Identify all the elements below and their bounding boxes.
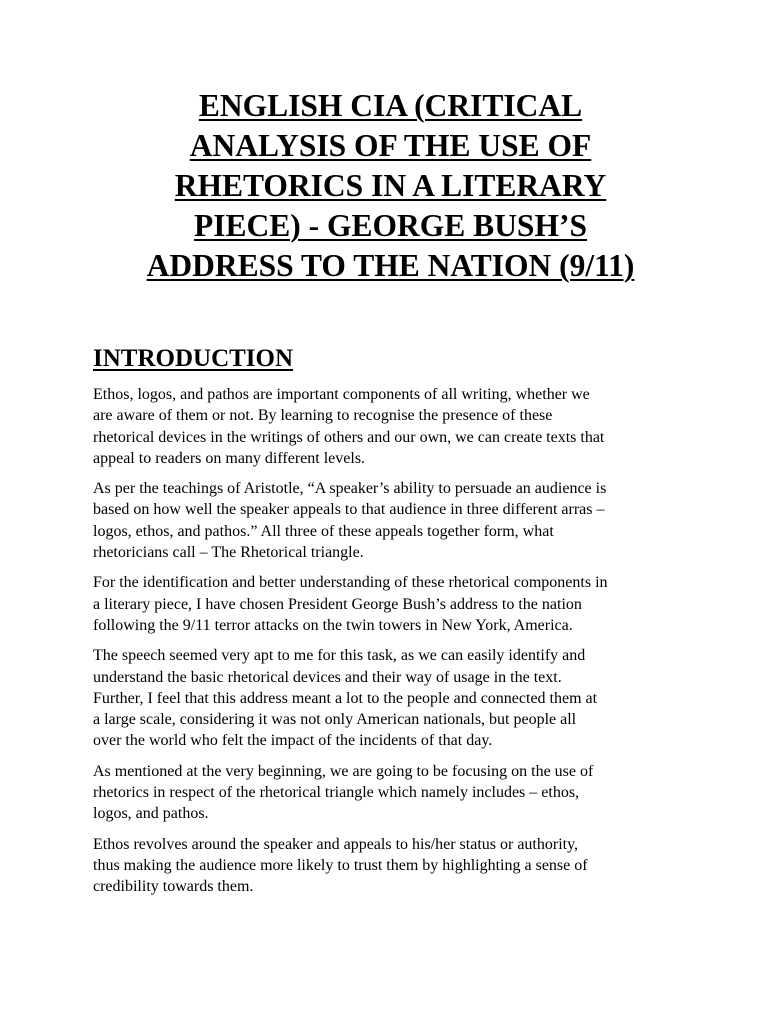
paragraph-line: a large scale, considering it was not only American nationals, but people all (93, 711, 577, 729)
paragraph-line: appeal to readers on many different levels. (93, 449, 366, 467)
paragraph-line: Ethos, logos, and pathos are important components of all writing, whether we (93, 386, 590, 403)
paragraph-line: a literary piece, I have chosen President George Bush’s address to the nation (93, 595, 582, 613)
title-line: ADDRESS TO THE NATION (9/11) (146, 248, 635, 283)
title-line: ANALYSIS OF THE USE OF (189, 128, 592, 163)
document-title (93, 86, 688, 286)
paragraph-line: Further, I feel that this address meant a lot to the people and connected them at (93, 689, 598, 707)
paragraph (93, 478, 693, 563)
paragraph-line: understand the basic rhetorical devices and their way of usage in the text. (93, 668, 562, 686)
paragraph-line: thus making the audience more likely to trust them by highlighting a sense of (93, 856, 588, 874)
paragraph-line: For the identification and better understanding of these rhetorical components in (93, 574, 608, 592)
title-line: ENGLISH CIA (CRITICAL (198, 88, 583, 123)
paragraph-line: credibility towards them. (93, 878, 254, 896)
paragraph-line: are aware of them or not. By learning to recognise the presence of these (93, 407, 553, 425)
paragraph (93, 761, 693, 825)
paragraph-line: rhetorics in respect of the rhetorical triangle which namely includes – ethos, (93, 784, 580, 802)
paragraph-line: following the 9/11 terror attacks on the twin towers in New York, America. (93, 616, 573, 634)
paragraph (93, 384, 693, 469)
paragraph-line: logos, ethos, and pathos.” All three of these appeals together form, what (93, 522, 554, 540)
paragraph-line: rhetoricians call – The Rhetorical triangle. (93, 544, 364, 562)
paragraph-line: Ethos revolves around the speaker and appeals to his/her status or authority, (93, 835, 579, 853)
paragraph (93, 834, 693, 898)
paragraph (93, 645, 693, 751)
title-line: RHETORICS IN A LITERARY (174, 168, 607, 203)
paragraph-line: As per the teachings of Aristotle, “A speaker’s ability to persuade an audience is (93, 480, 607, 498)
paragraph-line: over the world who felt the impact of the incidents of that day. (93, 732, 493, 750)
paragraph-line: As mentioned at the very beginning, we are going to be focusing on the use of (93, 762, 594, 780)
paragraph-line: logos, and pathos. (93, 805, 209, 823)
paragraph-line: rhetorical devices in the writings of others and our own, we can create texts that (93, 428, 605, 446)
paragraph (93, 572, 693, 636)
paragraph-line: The speech seemed very apt to me for this task, as we can easily identify and (93, 647, 586, 665)
title-line: PIECE) - GEORGE BUSH’S (194, 208, 587, 243)
paragraph-line: based on how well the speaker appeals to that audience in three different arras – (93, 501, 605, 519)
section-heading-introduction: INTRODUCTION (93, 345, 294, 372)
